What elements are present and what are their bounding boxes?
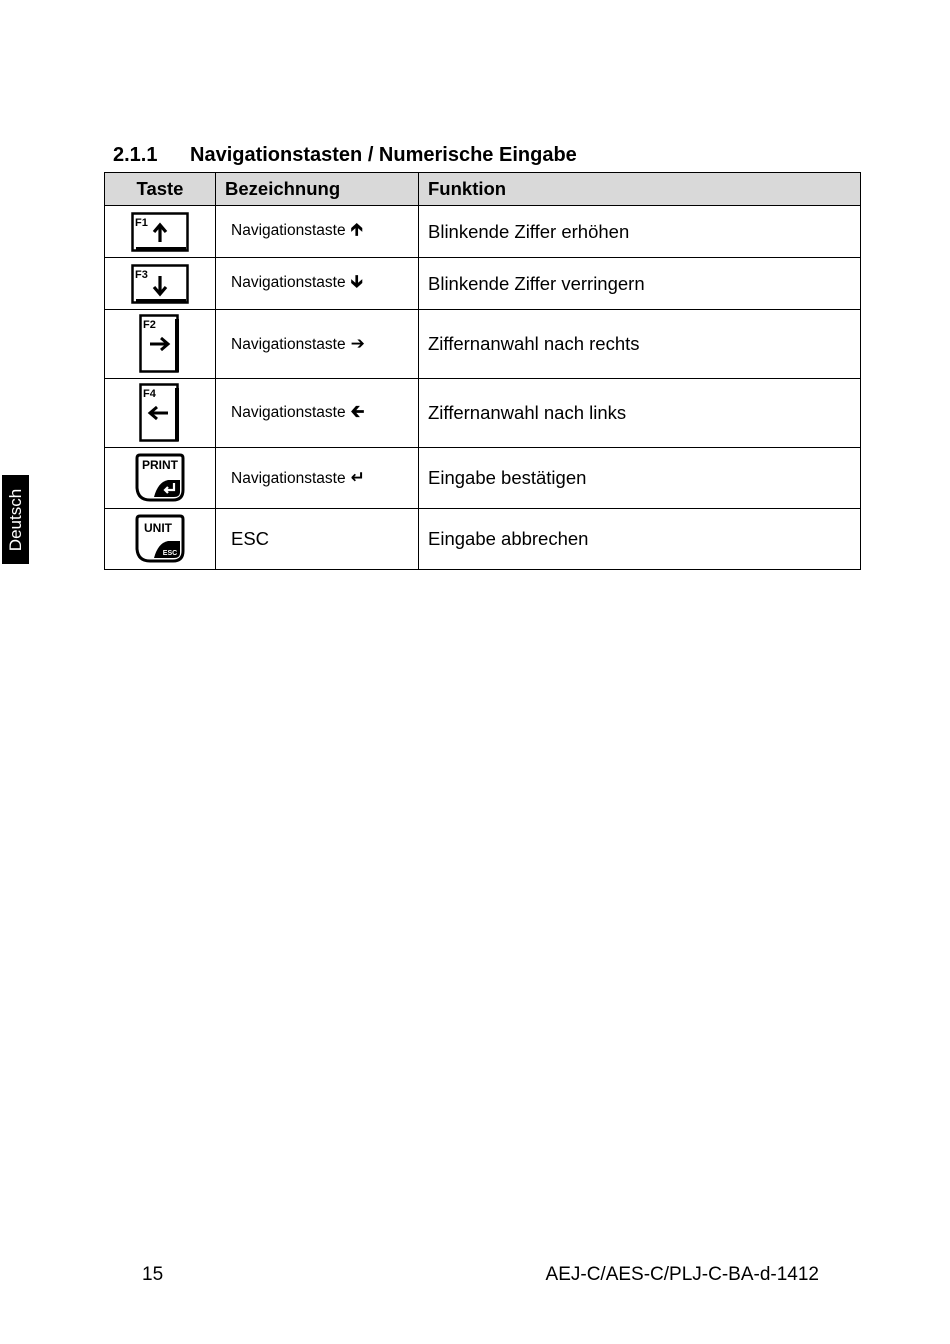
up-arrow-icon: 🡱 (350, 220, 363, 239)
f1-key-icon (131, 212, 189, 252)
f2-key-icon (139, 314, 181, 374)
table-row (105, 509, 861, 570)
svg-text:ESC: ESC (162, 550, 178, 557)
key-cell (105, 310, 216, 379)
key-cell (105, 509, 216, 570)
section-title: Navigationstasten / Numerische Eingabe (190, 144, 577, 166)
name-text: Navigationstaste (231, 274, 346, 291)
table-row (105, 379, 861, 448)
name-text: Navigationstaste (231, 470, 346, 487)
function-cell: Blinkende Ziffer erhöhen (419, 206, 861, 258)
section-heading (113, 143, 577, 167)
section-number: 2.1.1 (113, 144, 158, 166)
function-cell: Ziffernanwahl nach rechts (419, 310, 861, 379)
print-key-icon (134, 452, 186, 504)
name-text: Navigationstaste (231, 336, 346, 353)
side-tab-label: Deutsch (5, 488, 25, 551)
name-cell (216, 448, 419, 509)
name-cell (216, 258, 419, 310)
enter-icon: ↵ (350, 468, 365, 487)
table-row (105, 448, 861, 509)
function-cell: Blinkende Ziffer verringern (419, 258, 861, 310)
name-cell (216, 206, 419, 258)
svg-text:F2: F2 (143, 319, 156, 331)
header-taste: Taste (105, 173, 216, 206)
document-code: AEJ-C/AES-C/PLJ-C-BA-d-1412 (545, 1264, 819, 1285)
unit-esc-key-icon (134, 513, 186, 565)
name-cell: ESC (216, 509, 419, 570)
header-bezeichnung: Bezeichnung (216, 173, 419, 206)
svg-text:UNIT: UNIT (144, 521, 172, 535)
key-cell (105, 448, 216, 509)
key-cell (105, 379, 216, 448)
function-cell: Eingabe bestätigen (419, 448, 861, 509)
table-row (105, 206, 861, 258)
table-header-row (105, 173, 861, 206)
key-cell (105, 258, 216, 310)
svg-text:F1: F1 (135, 216, 148, 229)
svg-text:F4: F4 (143, 388, 156, 400)
function-cell: Ziffernanwahl nach links (419, 379, 861, 448)
function-cell: Eingabe abbrechen (419, 509, 861, 570)
navigation-keys-table (104, 172, 861, 570)
name-cell (216, 379, 419, 448)
right-arrow-icon: ➔ (350, 334, 365, 353)
svg-text:PRINT: PRINT (142, 458, 178, 472)
svg-text:F3: F3 (135, 268, 148, 281)
f3-key-icon (131, 264, 189, 304)
left-arrow-icon: 🡰 (350, 401, 365, 421)
down-arrow-icon: 🡳 (350, 272, 363, 291)
table-row (105, 258, 861, 310)
name-text: Navigationstaste (231, 403, 346, 421)
name-cell (216, 310, 419, 379)
key-cell (105, 206, 216, 258)
f4-key-icon (139, 383, 181, 443)
header-funktion: Funktion (419, 173, 861, 206)
name-text: Navigationstaste (231, 222, 346, 239)
table-row (105, 310, 861, 379)
page-number: 15 (142, 1264, 164, 1285)
language-side-tab (2, 475, 29, 564)
